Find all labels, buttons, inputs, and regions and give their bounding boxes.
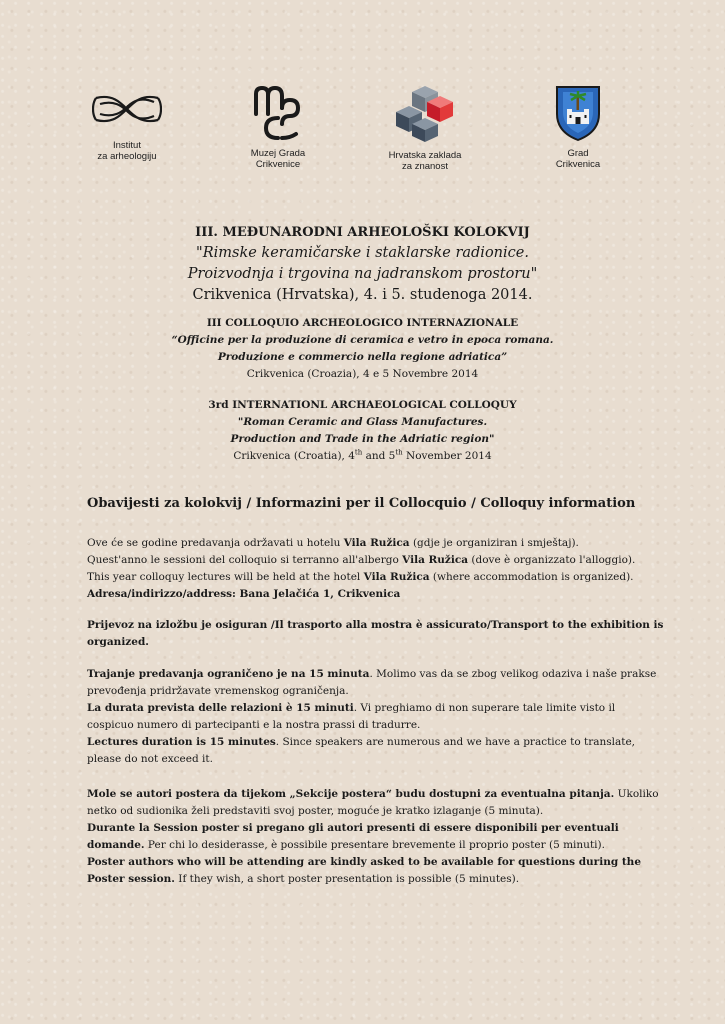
text: . Since speakers are numerous and we have a practice to translate,	[275, 736, 636, 748]
mgc-logo-icon	[248, 84, 308, 142]
english-subtitle-2: Production and Trade in the Adriatic region"	[230, 433, 495, 445]
venue-en-line	[87, 569, 647, 586]
caption-line: Muzej Grada	[250, 148, 306, 159]
zaklada-logo	[365, 84, 485, 172]
caption-line: za arheologiju	[97, 151, 157, 162]
italian-title: III COLLOQUIO ARCHEOLOGICO INTERNAZIONALE	[206, 317, 519, 329]
duration-it-line	[87, 700, 647, 717]
text: (where accommodation is organized).	[429, 571, 634, 583]
transport-line: Prijevoz na izložbu je osiguran /Il trasporto alla mostra è assicurato/Transport to the exhibition is	[87, 619, 664, 631]
duration-it-line-2: cospicuo numero di partecipanti e la nostra prassi di tradurre.	[87, 719, 421, 731]
ordinal-suffix: th	[354, 448, 363, 457]
place-suffix: November 2014	[402, 450, 492, 462]
text: . Vi preghiamo di non superare tale limite visto il	[353, 702, 616, 714]
transport-line: organized.	[87, 636, 149, 648]
muzej-logo	[218, 84, 338, 170]
place-and: and 5	[362, 450, 396, 462]
text: This year colloquy lectures will be held at the hotel	[87, 571, 364, 583]
venue-it-line	[87, 552, 647, 569]
caption-line: Institut	[113, 140, 141, 151]
croatian-header	[60, 222, 665, 306]
croatian-subtitle-1: "Rimske keramičarske i staklarske radionice.	[196, 245, 529, 261]
logo-caption	[365, 150, 485, 172]
text: . Molimo vas da se zbog velikog odaziva i naše prakse	[369, 668, 657, 680]
institut-logo	[67, 84, 187, 162]
caption-line: Crikvenica	[555, 159, 601, 170]
venue-address: Adresa/indirizzo/address: Bana Jelačića 1, Crikvenica	[87, 588, 401, 600]
knot-logo-icon	[92, 84, 162, 134]
text: Ove će se godine predavanja održavati u hotelu	[87, 537, 344, 549]
croatian-title: III. MEĐUNARODNI ARHEOLOŠKI KOLOKVIJ	[195, 225, 530, 240]
logos-row	[70, 84, 655, 184]
italian-subtitle-1: “Officine per la produzione di ceramica e vetro in epoca romana.	[171, 334, 554, 346]
poster-en-line-2	[87, 871, 647, 888]
hotel-name: Vila Ružica	[402, 554, 469, 566]
caption-line: Hrvatska zaklada	[388, 150, 462, 161]
poster-it-line: Durante la Session poster si pregano gli autori presenti di essere disponibili per eventuali	[87, 822, 619, 834]
duration-hr-line	[87, 666, 657, 683]
cubes-logo-icon	[394, 84, 456, 144]
poster-en-line: Poster authors who will be attending are kindly asked to be available for questions during the	[87, 856, 641, 868]
transport-paragraph	[87, 617, 664, 651]
duration-en-line-2: please do not exceed it.	[87, 753, 213, 765]
english-header	[60, 397, 665, 465]
bold-text: Poster session.	[87, 873, 175, 885]
bold-text: domande.	[87, 839, 145, 851]
duration-hr-line-2: prevođenja pridržavate vremenskog ograničenja.	[87, 685, 349, 697]
bold-text: Trajanje predavanja ograničeno je na 15 minuta	[87, 668, 370, 680]
grad-logo	[518, 84, 638, 170]
bold-text: La durata prevista delle relazioni è 15 minuti	[87, 702, 354, 714]
italian-subtitle-2: Produzione e commercio nella regione adriatica”	[217, 351, 508, 363]
bold-text: Mole se autori postera da tijekom „Sekcije postera“ budu dostupni za eventualna pitanja.	[87, 788, 615, 800]
caption-line: Crikvenice	[255, 159, 301, 170]
coat-of-arms-icon	[554, 84, 602, 142]
text: Ukoliko	[614, 788, 659, 800]
text: (dove è organizzato l'alloggio).	[468, 554, 636, 566]
italian-place-date: Crikvenica (Croazia), 4 e 5 Novembre 2014	[246, 368, 479, 380]
logo-caption	[518, 148, 638, 170]
text: If they wish, a short poster presentation is possible (5 minutes).	[174, 873, 520, 885]
english-place-date	[60, 448, 665, 465]
venue-paragraph	[87, 535, 647, 603]
poster-it-line-2	[87, 837, 647, 854]
duration-paragraph	[87, 666, 657, 768]
bold-text: Lectures duration is 15 minutes	[87, 736, 276, 748]
caption-line: za znanost	[402, 161, 448, 172]
logo-caption	[218, 148, 338, 170]
english-subtitle-1: "Roman Ceramic and Glass Manufactures.	[237, 416, 488, 428]
croatian-place-date: Crikvenica (Hrvatska), 4. i 5. studenoga 2014.	[192, 287, 533, 303]
text: Per chi lo desiderasse, è possibile presentare brevemente il proprio poster (5 minuti).	[144, 839, 605, 851]
info-heading: Obavijesti za kolokvij / Informazini per il Collocquio / Colloquy information	[87, 496, 636, 511]
hotel-name: Vila Ružica	[343, 537, 410, 549]
caption-line: Grad	[567, 148, 589, 159]
ordinal-suffix: th	[395, 448, 403, 457]
text: (gdje je organiziran i smještaj).	[409, 537, 579, 549]
poster-paragraph	[87, 786, 659, 888]
hotel-name: Vila Ružica	[363, 571, 430, 583]
duration-en-line	[87, 734, 647, 751]
text: Quest'anno le sessioni del colloquio si terranno all'albergo	[87, 554, 403, 566]
english-title: 3rd INTERNATIONL ARCHAEOLOGICAL COLLOQUY	[208, 399, 517, 411]
croatian-subtitle-2: Proizvodnja i trgovina na jadranskom prostoru"	[187, 266, 538, 282]
poster-hr-line-2: netko od sudionika želi predstaviti svoj poster, moguće je kratko izlaganje (5 minuta).	[87, 805, 544, 817]
place-prefix: Crikvenica (Croatia), 4	[233, 450, 355, 462]
poster-hr-line	[87, 786, 659, 803]
italian-header	[60, 315, 665, 383]
logo-caption	[67, 140, 187, 162]
venue-hr-line	[87, 535, 647, 552]
